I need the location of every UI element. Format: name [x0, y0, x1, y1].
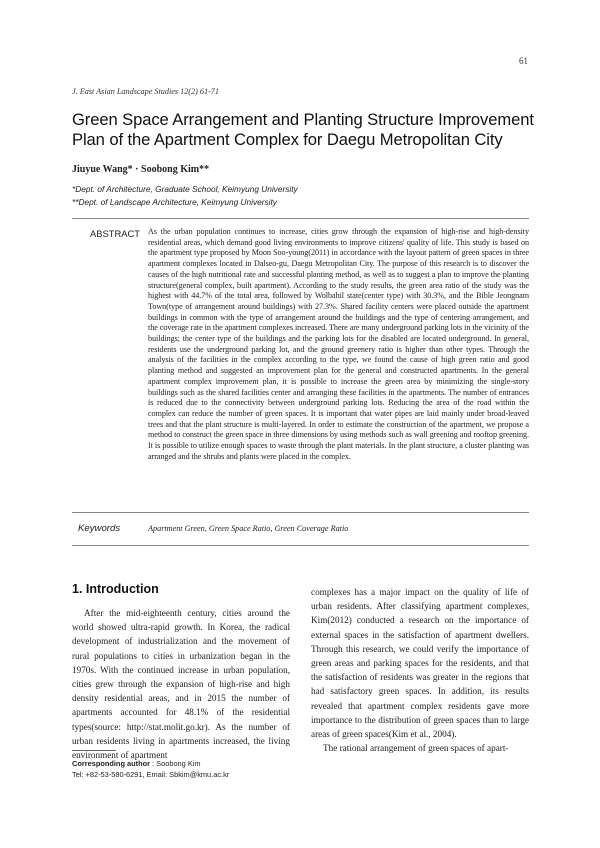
intro-paragraph-2: complexes has a major impact on the quality of life of urban residents. After classifying apartment complexes, Kim(2012) conducted a research on the importance of external spaces in the satisfaction of apartment dwellers. Through this research, we could verify the importance of green areas and parking spaces for the residents, and that the satisfaction of residents was greater in the regions that had satisfactory green spaces. In addition, its results revealed that apartment complex residents gave more importance to the distribution of green spaces than to large areas of green spaces(Kim et al., 2004). [311, 587, 529, 740]
affiliation-2: **Dept. of Landscape Architecture, Keimyung University [72, 197, 277, 207]
journal-citation: J. East Asian Landscape Studies 12(2) 61-71 [72, 87, 219, 96]
corresponding-author-label: Corresponding author [72, 759, 151, 768]
affiliation-1: *Dept. of Architecture, Graduate School, Keimyung University [72, 184, 298, 194]
corresponding-author-name: : Soobong Kim [152, 759, 201, 768]
footnote-rule [72, 750, 116, 751]
body-column-right [311, 585, 529, 755]
body-column-left [72, 606, 290, 762]
intro-paragraph-3: The rational arrangement of green spaces of apart- [323, 743, 509, 754]
page-number: 61 [519, 56, 528, 66]
author-list: Jiuyue Wang* · Soobong Kim** [72, 164, 210, 175]
abstract-top-rule [72, 218, 529, 219]
abstract-text: As the urban population continues to increase, cities grow through the expansion of high-rise and high-density residential areas, which demand good living environments to improve citizens' quality of life. This study is based on the apartment type proposed by Moon Soo-young(2011) in accordance with the layout pattern of green spaces in three apartment complexes located in Dalseo-gu, Daegu Metropolitan City. The purpose of this research is to discover the causes of the high nutritional rate and successful planting method, as well as to suggest a plan to improve the planting structure(general complex, built apartment). According to the study results, the green area ratio of the study was the highest with 44.7% of the total area, followed by Wolbahil state(center type) with 30.3%, and the Bible Jeongnam Town(type of arrangement around buildings) with 27.3%. Shared facility centers were placed outside the apartment buildings in common with the type of arrangement around the buildings and the type of centering arrangement, and the coverage rate in the apartment complexes increased. There are many underground parking lots in the vicinity of the buildings; the center type of the buildings and the parking lots for the disabled are located underground. In general, residents use the underground parking lot, and the ground greenery ratio is higher than other types. Through the analysis of the facilities in the complex according to the type, we found the cause of high green ratio and good planting method and suggested an improvement plan for the general and constructed apartments. In the general apartment complex improvement plan, it is possible to increase the green area by minimizing the single-story buildings such as the shared facilities center and arranging these facilities in the apartments. The number of entrances is reduced due to the connectivity between underground parking lots. Reducing the area of the road within the complex can reduce the number of green spaces. It is important that water pipes are laid mainly under broad-leaved trees and that the plant structure is multi-layered. In order to estimate the construction of the apartment, we propose a method to construct the green space in three dimensions by using methods such as wall greening and rooftop greening. It is possible to utilize enough spaces to waste through the plant materials. In the plant structure, a cluster planting was arranged and the shrubs and plants were placed in the complex. [148, 227, 529, 461]
paper-title: Green Space Arrangement and Planting Structure Improvement Plan of the Apartment Complex for Daegu Metropolitan City [72, 110, 534, 149]
intro-paragraph-1: After the mid-eighteenth century, cities around the world showed ultra-rapid growth. In Korea, the radical development of industrialization and the movement of rural populations to cities in urbanization began in the 1970s. With the continued increase in urban population, cities grew through the expansion of high-rise and high density residential areas, and in 2015 the number of apartments accounted for 48.1% of the residential types(source: http://stat.molit.go.kr). As the number of urban residents living in apartments increased, the living environment of apartment [72, 608, 290, 761]
abstract-bottom-rule [72, 512, 529, 513]
abstract-label: ABSTRACT [90, 228, 141, 239]
keywords-list: Apartment Green, Green Space Ratio, Green Coverage Ratio [148, 524, 349, 533]
keywords-label: Keywords [78, 523, 121, 534]
corresponding-author-note [72, 758, 229, 780]
corresponding-author-contact: Tel: +82-53-580-6291, Email: Sbkim@kmu.ac.kr [72, 770, 230, 779]
section-heading-introduction: 1. Introduction [72, 582, 159, 596]
keywords-bottom-rule [72, 545, 529, 546]
